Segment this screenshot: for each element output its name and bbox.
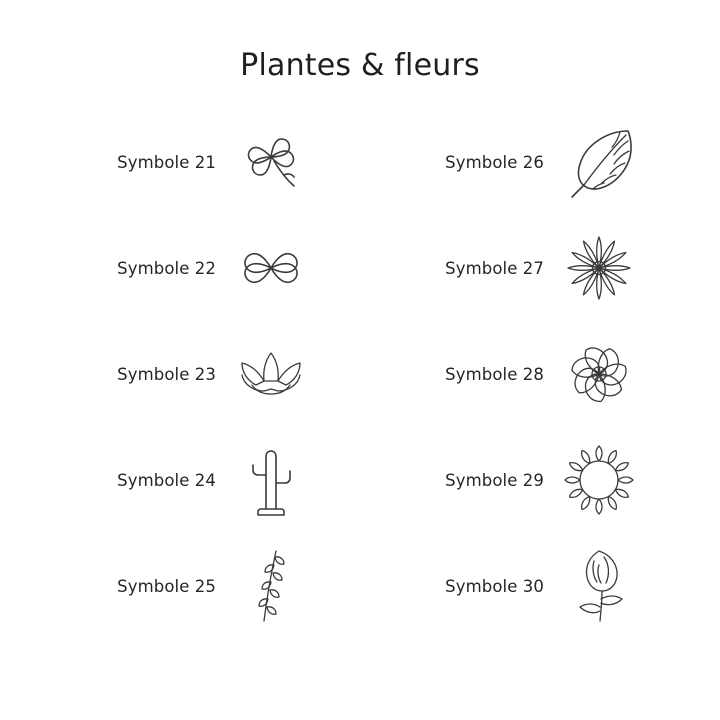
list-item[interactable]: [24, 533, 360, 639]
symbol-label: Symbole 30: [445, 576, 544, 596]
list-item[interactable]: [360, 533, 696, 639]
lotus-flower-icon: [216, 331, 326, 417]
list-item[interactable]: [24, 109, 360, 215]
monstera-leaf-icon: [544, 119, 654, 205]
four-leaf-clover-tilted-icon: [216, 119, 326, 205]
list-item[interactable]: [360, 321, 696, 427]
list-item[interactable]: [24, 427, 360, 533]
symbol-label: Symbole 29: [445, 470, 544, 490]
list-item[interactable]: [360, 215, 696, 321]
symbol-label: Symbole 26: [445, 152, 544, 172]
list-item[interactable]: [24, 215, 360, 321]
symbol-grid: [0, 109, 720, 639]
daisy-flower-icon: [544, 225, 654, 311]
symbol-label: Symbole 28: [445, 364, 544, 384]
symbol-label: Symbole 27: [445, 258, 544, 278]
symbol-label: Symbole 25: [117, 576, 216, 596]
symbol-label: Symbole 24: [117, 470, 216, 490]
sunflower-icon: [544, 437, 654, 523]
list-item[interactable]: [360, 109, 696, 215]
list-item[interactable]: [24, 321, 360, 427]
list-item[interactable]: [360, 427, 696, 533]
symbol-label: Symbole 22: [117, 258, 216, 278]
lavender-sprig-icon: [216, 543, 326, 629]
symbol-label: Symbole 23: [117, 364, 216, 384]
four-leaf-clover-icon: [216, 225, 326, 311]
page-title: Plantes & fleurs: [240, 48, 480, 83]
round-petal-flower-icon: [544, 331, 654, 417]
rose-icon: [544, 543, 654, 629]
cactus-icon: [216, 437, 326, 523]
symbol-label: Symbole 21: [117, 152, 216, 172]
